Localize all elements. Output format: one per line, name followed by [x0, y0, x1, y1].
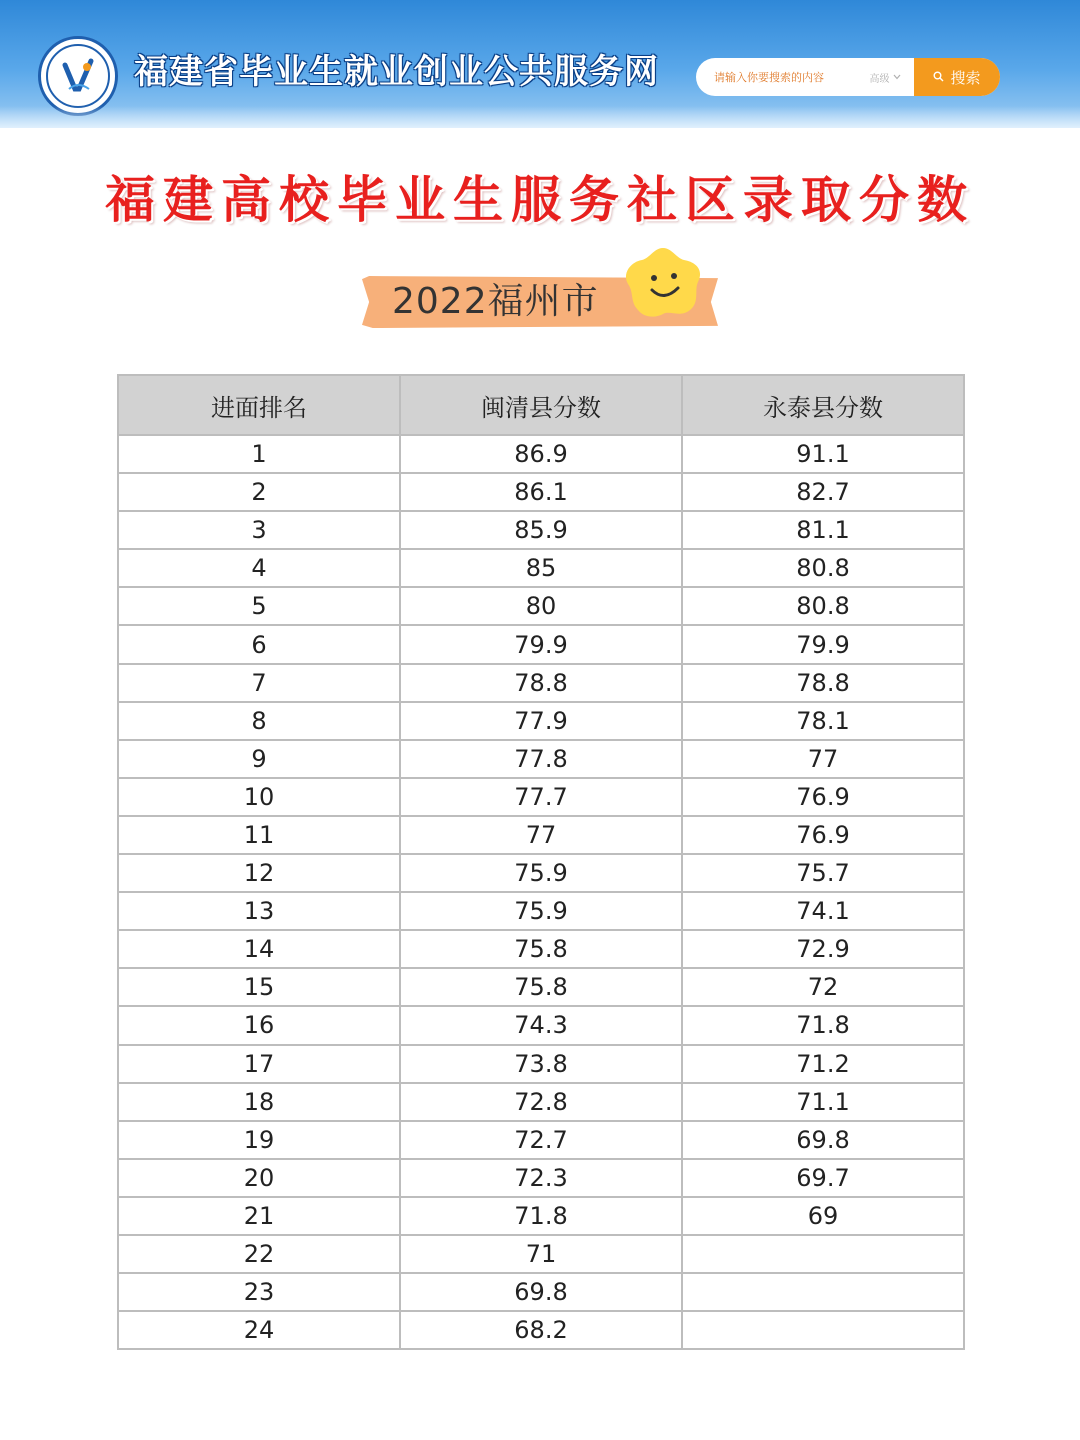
yongtai-score-cell: 79.9	[682, 625, 964, 663]
table-row	[118, 1311, 964, 1349]
table-row	[118, 816, 964, 854]
minqing-score-cell: 77	[400, 816, 682, 854]
yongtai-score-cell: 69.7	[682, 1159, 964, 1197]
page-title: 福建高校毕业生服务社区录取分数	[105, 171, 975, 229]
university-seal-icon	[57, 55, 99, 97]
table-row	[118, 664, 964, 702]
table-row	[118, 892, 964, 930]
minqing-score-cell: 72.8	[400, 1083, 682, 1121]
minqing-score-cell: 71	[400, 1235, 682, 1273]
search-scope-select[interactable]	[856, 58, 914, 96]
yongtai-score-cell: 71.8	[682, 1006, 964, 1044]
rank-cell: 22	[118, 1235, 400, 1273]
rank-cell: 13	[118, 892, 400, 930]
table-row	[118, 1045, 964, 1083]
rank-cell: 24	[118, 1311, 400, 1349]
minqing-score-cell: 86.9	[400, 435, 682, 473]
table-header-row	[118, 375, 964, 435]
minqing-score-cell: 75.8	[400, 968, 682, 1006]
rank-cell: 7	[118, 664, 400, 702]
column-header-minqing: 闽清县分数	[400, 375, 682, 435]
minqing-score-cell: 77.7	[400, 778, 682, 816]
column-header-rank: 进面排名	[118, 375, 400, 435]
minqing-score-cell: 79.9	[400, 625, 682, 663]
smiley-star-icon	[620, 244, 706, 322]
yongtai-score-cell: 76.9	[682, 816, 964, 854]
rank-cell: 6	[118, 625, 400, 663]
minqing-score-cell: 85.9	[400, 511, 682, 549]
yongtai-score-cell	[682, 1273, 964, 1311]
table-row	[118, 1273, 964, 1311]
yongtai-score-cell	[682, 1235, 964, 1273]
rank-cell: 2	[118, 473, 400, 511]
rank-cell: 11	[118, 816, 400, 854]
table-row	[118, 968, 964, 1006]
table-row	[118, 473, 964, 511]
yongtai-score-cell: 77	[682, 740, 964, 778]
rank-cell: 15	[118, 968, 400, 1006]
rank-cell: 19	[118, 1121, 400, 1159]
rank-cell: 12	[118, 854, 400, 892]
table-row	[118, 1235, 964, 1273]
yongtai-score-cell: 69	[682, 1197, 964, 1235]
search-input[interactable]	[696, 58, 856, 96]
rank-cell: 10	[118, 778, 400, 816]
table-row	[118, 511, 964, 549]
table-row	[118, 702, 964, 740]
minqing-score-cell: 75.8	[400, 930, 682, 968]
minqing-score-cell: 72.3	[400, 1159, 682, 1197]
yongtai-score-cell: 75.7	[682, 854, 964, 892]
table-row	[118, 625, 964, 663]
rank-cell: 5	[118, 587, 400, 625]
search-button[interactable]	[914, 58, 1000, 96]
yongtai-score-cell: 72	[682, 968, 964, 1006]
minqing-score-cell: 75.9	[400, 892, 682, 930]
yongtai-score-cell: 69.8	[682, 1121, 964, 1159]
rank-cell: 21	[118, 1197, 400, 1235]
rank-cell: 18	[118, 1083, 400, 1121]
rank-cell: 20	[118, 1159, 400, 1197]
yongtai-score-cell: 80.8	[682, 587, 964, 625]
minqing-score-cell: 77.8	[400, 740, 682, 778]
rank-cell: 23	[118, 1273, 400, 1311]
chevron-down-icon	[893, 72, 901, 83]
minqing-score-cell: 71.8	[400, 1197, 682, 1235]
rank-cell: 8	[118, 702, 400, 740]
search-button-label: 搜索	[950, 68, 981, 87]
yongtai-score-cell: 78.1	[682, 702, 964, 740]
table-row	[118, 740, 964, 778]
rank-cell: 4	[118, 549, 400, 587]
site-header	[0, 0, 1080, 128]
minqing-score-cell: 68.2	[400, 1311, 682, 1349]
table-row	[118, 1083, 964, 1121]
yongtai-score-cell: 72.9	[682, 930, 964, 968]
table-row	[118, 1159, 964, 1197]
yongtai-score-cell: 74.1	[682, 892, 964, 930]
rank-cell: 17	[118, 1045, 400, 1083]
column-header-yongtai: 永泰县分数	[682, 375, 964, 435]
minqing-score-cell: 77.9	[400, 702, 682, 740]
rank-cell: 1	[118, 435, 400, 473]
yongtai-score-cell: 80.8	[682, 549, 964, 587]
minqing-score-cell: 86.1	[400, 473, 682, 511]
search-bar	[696, 58, 1000, 96]
table-row	[118, 435, 964, 473]
table-row	[118, 930, 964, 968]
site-logo[interactable]	[38, 36, 118, 116]
table-row	[118, 1006, 964, 1044]
yongtai-score-cell: 91.1	[682, 435, 964, 473]
minqing-score-cell: 85	[400, 549, 682, 587]
minqing-score-cell: 69.8	[400, 1273, 682, 1311]
table-body	[118, 435, 964, 1349]
table-row	[118, 549, 964, 587]
yongtai-score-cell: 76.9	[682, 778, 964, 816]
score-table	[117, 374, 965, 1350]
yongtai-score-cell: 82.7	[682, 473, 964, 511]
table-row	[118, 1121, 964, 1159]
header-decoration	[0, 106, 1080, 128]
rank-cell: 3	[118, 511, 400, 549]
rank-cell: 16	[118, 1006, 400, 1044]
minqing-score-cell: 80	[400, 587, 682, 625]
minqing-score-cell: 73.8	[400, 1045, 682, 1083]
minqing-score-cell: 78.8	[400, 664, 682, 702]
search-icon	[933, 68, 944, 86]
table-row	[118, 854, 964, 892]
year-city-label: 2022福州市	[392, 281, 599, 322]
minqing-score-cell: 75.9	[400, 854, 682, 892]
table-row	[118, 587, 964, 625]
yongtai-score-cell: 71.2	[682, 1045, 964, 1083]
site-name[interactable]: 福建省毕业生就业创业公共服务网	[134, 52, 659, 92]
yongtai-score-cell: 81.1	[682, 511, 964, 549]
minqing-score-cell: 74.3	[400, 1006, 682, 1044]
rank-cell: 14	[118, 930, 400, 968]
table-row	[118, 778, 964, 816]
minqing-score-cell: 72.7	[400, 1121, 682, 1159]
search-scope-label: 高级	[869, 73, 890, 85]
yongtai-score-cell	[682, 1311, 964, 1349]
yongtai-score-cell: 78.8	[682, 664, 964, 702]
table-row	[118, 1197, 964, 1235]
yongtai-score-cell: 71.1	[682, 1083, 964, 1121]
rank-cell: 9	[118, 740, 400, 778]
